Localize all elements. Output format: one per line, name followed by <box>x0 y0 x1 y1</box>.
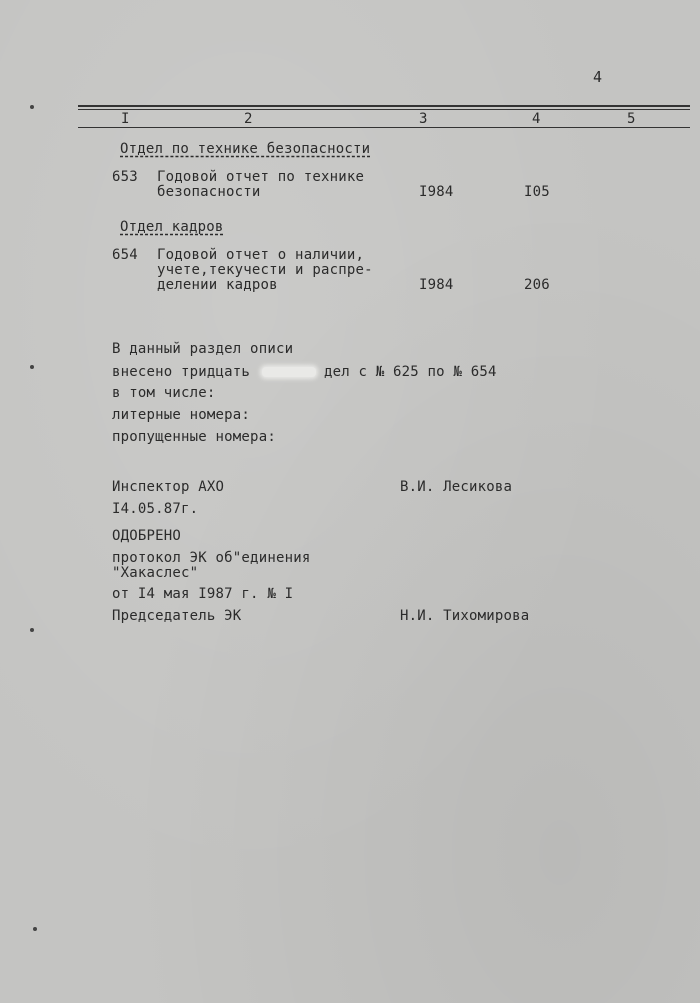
header-rule-top <box>78 105 690 107</box>
entry-number: 653 <box>112 169 138 185</box>
summary-line: В данный раздел описи <box>112 341 294 357</box>
binding-hole-mark <box>33 927 37 931</box>
protocol-line: "Хакаслес" <box>112 565 199 581</box>
inspector-date: I4.05.87г. <box>112 501 199 517</box>
column-header-4: 4 <box>532 111 541 127</box>
page-number: 4 <box>593 68 603 86</box>
entry-title-line: Годовой отчет по технике <box>157 169 365 185</box>
column-header-2: 2 <box>244 111 253 127</box>
summary-line: пропущенные номера: <box>112 429 276 445</box>
entry-title-line: безопасности <box>157 184 261 200</box>
binding-hole-mark <box>30 365 34 369</box>
binding-hole-mark <box>30 628 34 632</box>
inspector-title: Инспектор АХО <box>112 479 225 495</box>
chairman-name: Н.И. Тихомирова <box>400 608 530 624</box>
entry-title-line: Годовой отчет о наличии, <box>157 247 365 263</box>
header-rule-second <box>78 109 690 110</box>
entry-sheets: 206 <box>524 277 550 293</box>
entry-title-line: делении кадров <box>157 277 278 293</box>
entry-year: I984 <box>419 277 454 293</box>
entry-title-line: учете,текучести и распре- <box>157 262 373 278</box>
header-rule-bottom <box>78 127 690 128</box>
section-title-personnel: Отдел кадров <box>120 219 224 235</box>
chairman-title: Председатель ЭК <box>112 608 242 624</box>
column-header-3: 3 <box>419 111 428 127</box>
summary-line: дел с № 625 по № 654 <box>324 364 497 380</box>
entry-sheets: I05 <box>524 184 550 200</box>
approved-stamp: ОДОБРЕНО <box>112 528 182 544</box>
column-header-1: I <box>121 111 130 127</box>
protocol-line: протокол ЭК об"единения <box>112 550 311 566</box>
entry-year: I984 <box>419 184 454 200</box>
summary-line: в том числе: <box>112 385 216 401</box>
inspector-name: В.И. Лесикова <box>400 479 513 495</box>
entry-number: 654 <box>112 247 138 263</box>
section-title-safety: Отдел по технике безопасности <box>120 141 371 157</box>
protocol-line: от I4 мая I987 г. № I <box>112 586 294 602</box>
summary-line: внесено тридцать <box>112 364 251 380</box>
binding-hole-mark <box>30 105 34 109</box>
summary-line: литерные номера: <box>112 407 251 423</box>
redaction-mark <box>262 367 316 377</box>
column-header-5: 5 <box>627 111 636 127</box>
